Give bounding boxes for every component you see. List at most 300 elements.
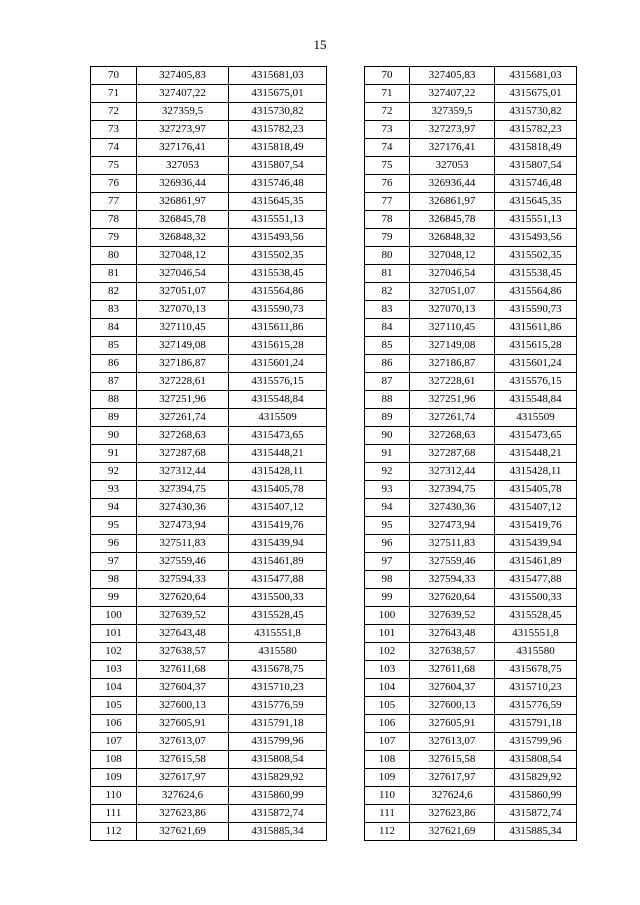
y-coordinate-cell: 4315791,18 [495,715,577,733]
x-coordinate-cell: 327405,83 [410,67,495,85]
table-row [91,787,327,805]
point-number-cell: 71 [91,85,137,103]
table-row [91,643,327,661]
point-number-cell: 99 [91,589,137,607]
y-coordinate-cell: 4315710,23 [229,679,327,697]
point-number-cell: 78 [365,211,410,229]
y-coordinate-cell: 4315548,84 [229,391,327,409]
y-coordinate-cell: 4315419,76 [495,517,577,535]
y-coordinate-cell: 4315782,23 [495,121,577,139]
x-coordinate-cell: 327624,6 [137,787,229,805]
x-coordinate-cell: 327559,46 [137,553,229,571]
x-coordinate-cell: 327394,75 [137,481,229,499]
y-coordinate-cell: 4315730,82 [495,103,577,121]
point-number-cell: 80 [91,247,137,265]
y-coordinate-cell: 4315448,21 [229,445,327,463]
point-number-cell: 109 [91,769,137,787]
table-row [365,121,577,139]
y-coordinate-cell: 4315551,13 [229,211,327,229]
y-coordinate-cell: 4315776,59 [495,697,577,715]
x-coordinate-cell: 326848,32 [410,229,495,247]
point-number-cell: 111 [365,805,410,823]
x-coordinate-cell: 327051,07 [137,283,229,301]
table-row [365,67,577,85]
table-row [365,643,577,661]
y-coordinate-cell: 4315551,8 [495,625,577,643]
point-number-cell: 101 [365,625,410,643]
x-coordinate-cell: 327605,91 [410,715,495,733]
y-coordinate-cell: 4315461,89 [229,553,327,571]
y-coordinate-cell: 4315678,75 [495,661,577,679]
y-coordinate-cell: 4315538,45 [229,265,327,283]
y-coordinate-cell: 4315799,96 [229,733,327,751]
table-row [91,283,327,301]
x-coordinate-cell: 327594,33 [137,571,229,589]
point-number-cell: 75 [365,157,410,175]
point-number-cell: 82 [365,283,410,301]
table-row [365,553,577,571]
table-row [365,787,577,805]
x-coordinate-cell: 327613,07 [137,733,229,751]
x-coordinate-cell: 327149,08 [137,337,229,355]
point-number-cell: 74 [365,139,410,157]
table-row [91,571,327,589]
point-number-cell: 93 [365,481,410,499]
x-coordinate-cell: 327186,87 [137,355,229,373]
y-coordinate-cell: 4315551,13 [495,211,577,229]
point-number-cell: 97 [91,553,137,571]
table-row [365,661,577,679]
table-row [91,391,327,409]
table-row [91,769,327,787]
table-row [91,337,327,355]
table-row [91,715,327,733]
y-coordinate-cell: 4315829,92 [229,769,327,787]
table-row [91,193,327,211]
y-coordinate-cell: 4315500,33 [229,589,327,607]
table-row [365,265,577,283]
table-row [365,103,577,121]
point-number-cell: 72 [91,103,137,121]
table-row [91,67,327,85]
x-coordinate-cell: 327638,57 [410,643,495,661]
y-coordinate-cell: 4315829,92 [495,769,577,787]
point-number-cell: 98 [365,571,410,589]
point-number-cell: 112 [365,823,410,841]
y-coordinate-cell: 4315528,45 [495,607,577,625]
x-coordinate-cell: 327407,22 [137,85,229,103]
point-number-cell: 77 [91,193,137,211]
x-coordinate-cell: 326861,97 [410,193,495,211]
point-number-cell: 85 [91,337,137,355]
point-number-cell: 100 [365,607,410,625]
x-coordinate-cell: 327053 [410,157,495,175]
y-coordinate-cell: 4315500,33 [495,589,577,607]
y-coordinate-cell: 4315405,78 [495,481,577,499]
x-coordinate-cell: 327611,68 [410,661,495,679]
point-number-cell: 87 [91,373,137,391]
y-coordinate-cell: 4315730,82 [229,103,327,121]
y-coordinate-cell: 4315782,23 [229,121,327,139]
point-number-cell: 102 [365,643,410,661]
table-row [91,355,327,373]
point-number-cell: 106 [91,715,137,733]
y-coordinate-cell: 4315407,12 [229,499,327,517]
y-coordinate-cell: 4315818,49 [495,139,577,157]
point-number-cell: 83 [365,301,410,319]
x-coordinate-cell: 327639,52 [137,607,229,625]
x-coordinate-cell: 327615,58 [137,751,229,769]
point-number-cell: 93 [91,481,137,499]
y-coordinate-cell: 4315675,01 [229,85,327,103]
table-row [91,805,327,823]
table-row [365,229,577,247]
table-row [91,301,327,319]
point-number-cell: 90 [91,427,137,445]
table-row [365,391,577,409]
point-number-cell: 99 [365,589,410,607]
table-row [91,157,327,175]
x-coordinate-cell: 327268,63 [137,427,229,445]
table-row [365,319,577,337]
table-row [91,85,327,103]
y-coordinate-cell: 4315776,59 [229,697,327,715]
x-coordinate-cell: 327430,36 [410,499,495,517]
table-row [365,175,577,193]
point-number-cell: 100 [91,607,137,625]
x-coordinate-cell: 327046,54 [137,265,229,283]
y-coordinate-cell: 4315564,86 [229,283,327,301]
x-coordinate-cell: 327643,48 [137,625,229,643]
point-number-cell: 111 [91,805,137,823]
x-coordinate-cell: 327611,68 [137,661,229,679]
table-row [365,211,577,229]
y-coordinate-cell: 4315818,49 [229,139,327,157]
y-coordinate-cell: 4315885,34 [495,823,577,841]
x-coordinate-cell: 327430,36 [137,499,229,517]
table-row [91,589,327,607]
table-row [91,553,327,571]
y-coordinate-cell: 4315611,86 [229,319,327,337]
y-coordinate-cell: 4315528,45 [229,607,327,625]
y-coordinate-cell: 4315872,74 [495,805,577,823]
y-coordinate-cell: 4315473,65 [495,427,577,445]
point-number-cell: 86 [91,355,137,373]
x-coordinate-cell: 327048,12 [410,247,495,265]
table-row [91,481,327,499]
point-number-cell: 94 [365,499,410,517]
y-coordinate-cell: 4315509 [495,409,577,427]
table-row [365,283,577,301]
point-number-cell: 87 [365,373,410,391]
table-row [91,751,327,769]
y-coordinate-cell: 4315509 [229,409,327,427]
table-row [365,247,577,265]
point-number-cell: 85 [365,337,410,355]
y-coordinate-cell: 4315601,24 [495,355,577,373]
y-coordinate-cell: 4315473,65 [229,427,327,445]
table-row [91,175,327,193]
y-coordinate-cell: 4315808,54 [495,751,577,769]
table-row [365,769,577,787]
table-row [91,427,327,445]
x-coordinate-cell: 327053 [137,157,229,175]
point-number-cell: 71 [365,85,410,103]
x-coordinate-cell: 327110,45 [137,319,229,337]
x-coordinate-cell: 327312,44 [137,463,229,481]
point-number-cell: 95 [365,517,410,535]
point-number-cell: 95 [91,517,137,535]
table-row [91,697,327,715]
point-number-cell: 73 [91,121,137,139]
table-row [91,499,327,517]
point-number-cell: 103 [91,661,137,679]
x-coordinate-cell: 326936,44 [410,175,495,193]
y-coordinate-cell: 4315590,73 [495,301,577,319]
coordinates-table-left [90,66,327,841]
point-number-cell: 107 [91,733,137,751]
x-coordinate-cell: 326848,32 [137,229,229,247]
y-coordinate-cell: 4315576,15 [495,373,577,391]
y-coordinate-cell: 4315807,54 [495,157,577,175]
x-coordinate-cell: 327359,5 [137,103,229,121]
point-number-cell: 81 [91,265,137,283]
y-coordinate-cell: 4315710,23 [495,679,577,697]
y-coordinate-cell: 4315564,86 [495,283,577,301]
point-number-cell: 83 [91,301,137,319]
point-number-cell: 110 [365,787,410,805]
x-coordinate-cell: 327359,5 [410,103,495,121]
table-row [365,355,577,373]
x-coordinate-cell: 327261,74 [137,409,229,427]
table-row [365,481,577,499]
x-coordinate-cell: 327251,96 [410,391,495,409]
y-coordinate-cell: 4315675,01 [495,85,577,103]
point-number-cell: 104 [91,679,137,697]
x-coordinate-cell: 327643,48 [410,625,495,643]
x-coordinate-cell: 327228,61 [137,373,229,391]
x-coordinate-cell: 327624,6 [410,787,495,805]
x-coordinate-cell: 327046,54 [410,265,495,283]
y-coordinate-cell: 4315407,12 [495,499,577,517]
y-coordinate-cell: 4315799,96 [495,733,577,751]
table-row [365,409,577,427]
x-coordinate-cell: 327251,96 [137,391,229,409]
x-coordinate-cell: 327268,63 [410,427,495,445]
point-number-cell: 108 [91,751,137,769]
x-coordinate-cell: 327615,58 [410,751,495,769]
x-coordinate-cell: 327228,61 [410,373,495,391]
y-coordinate-cell: 4315419,76 [229,517,327,535]
y-coordinate-cell: 4315611,86 [495,319,577,337]
point-number-cell: 70 [91,67,137,85]
point-number-cell: 112 [91,823,137,841]
x-coordinate-cell: 327617,97 [410,769,495,787]
x-coordinate-cell: 327620,64 [410,589,495,607]
point-number-cell: 75 [91,157,137,175]
x-coordinate-cell: 326861,97 [137,193,229,211]
table-row [365,445,577,463]
table-row [91,103,327,121]
point-number-cell: 84 [91,319,137,337]
x-coordinate-cell: 327623,86 [137,805,229,823]
x-coordinate-cell: 327511,83 [410,535,495,553]
table-row [91,229,327,247]
table-row [91,265,327,283]
x-coordinate-cell: 327623,86 [410,805,495,823]
table-row [365,823,577,841]
point-number-cell: 105 [365,697,410,715]
y-coordinate-cell: 4315548,84 [495,391,577,409]
y-coordinate-cell: 4315580 [229,643,327,661]
y-coordinate-cell: 4315405,78 [229,481,327,499]
point-number-cell: 79 [91,229,137,247]
point-number-cell: 79 [365,229,410,247]
y-coordinate-cell: 4315681,03 [495,67,577,85]
y-coordinate-cell: 4315645,35 [229,193,327,211]
x-coordinate-cell: 327605,91 [137,715,229,733]
point-number-cell: 108 [365,751,410,769]
x-coordinate-cell: 327273,97 [410,121,495,139]
point-number-cell: 86 [365,355,410,373]
x-coordinate-cell: 327287,68 [410,445,495,463]
x-coordinate-cell: 327604,37 [137,679,229,697]
table-row [365,427,577,445]
table-row [91,625,327,643]
table-row [91,679,327,697]
x-coordinate-cell: 327621,69 [410,823,495,841]
y-coordinate-cell: 4315493,56 [229,229,327,247]
y-coordinate-cell: 4315477,88 [495,571,577,589]
point-number-cell: 72 [365,103,410,121]
table-row [365,679,577,697]
table-row [365,337,577,355]
y-coordinate-cell: 4315551,8 [229,625,327,643]
y-coordinate-cell: 4315808,54 [229,751,327,769]
table-row [365,625,577,643]
y-coordinate-cell: 4315678,75 [229,661,327,679]
x-coordinate-cell: 326845,78 [410,211,495,229]
point-number-cell: 103 [365,661,410,679]
point-number-cell: 82 [91,283,137,301]
point-number-cell: 90 [365,427,410,445]
point-number-cell: 96 [365,535,410,553]
point-number-cell: 98 [91,571,137,589]
page-number: 15 [313,37,327,52]
x-coordinate-cell: 326845,78 [137,211,229,229]
point-number-cell: 91 [91,445,137,463]
y-coordinate-cell: 4315538,45 [495,265,577,283]
table-row [365,535,577,553]
y-coordinate-cell: 4315746,48 [495,175,577,193]
x-coordinate-cell: 327261,74 [410,409,495,427]
table-row [91,445,327,463]
table-row [365,715,577,733]
x-coordinate-cell: 327110,45 [410,319,495,337]
table-row [365,697,577,715]
y-coordinate-cell: 4315885,34 [229,823,327,841]
table-row [365,517,577,535]
point-number-cell: 106 [365,715,410,733]
x-coordinate-cell: 327559,46 [410,553,495,571]
table-row [365,463,577,481]
x-coordinate-cell: 327617,97 [137,769,229,787]
table-row [91,607,327,625]
point-number-cell: 91 [365,445,410,463]
x-coordinate-cell: 327405,83 [137,67,229,85]
point-number-cell: 96 [91,535,137,553]
table-row [91,373,327,391]
point-number-cell: 101 [91,625,137,643]
y-coordinate-cell: 4315461,89 [495,553,577,571]
x-coordinate-cell: 326936,44 [137,175,229,193]
x-coordinate-cell: 327070,13 [137,301,229,319]
point-number-cell: 78 [91,211,137,229]
x-coordinate-cell: 327394,75 [410,481,495,499]
x-coordinate-cell: 327473,94 [410,517,495,535]
x-coordinate-cell: 327638,57 [137,643,229,661]
y-coordinate-cell: 4315493,56 [495,229,577,247]
point-number-cell: 73 [365,121,410,139]
point-number-cell: 84 [365,319,410,337]
x-coordinate-cell: 327621,69 [137,823,229,841]
point-number-cell: 107 [365,733,410,751]
table-row [91,823,327,841]
y-coordinate-cell: 4315439,94 [229,535,327,553]
table-row [91,247,327,265]
x-coordinate-cell: 327070,13 [410,301,495,319]
x-coordinate-cell: 327600,13 [137,697,229,715]
point-number-cell: 110 [91,787,137,805]
point-number-cell: 97 [365,553,410,571]
y-coordinate-cell: 4315746,48 [229,175,327,193]
x-coordinate-cell: 327639,52 [410,607,495,625]
table-row [91,661,327,679]
table-row [365,499,577,517]
y-coordinate-cell: 4315590,73 [229,301,327,319]
y-coordinate-cell: 4315615,28 [495,337,577,355]
point-number-cell: 89 [91,409,137,427]
y-coordinate-cell: 4315601,24 [229,355,327,373]
table-row [91,463,327,481]
x-coordinate-cell: 327511,83 [137,535,229,553]
point-number-cell: 80 [365,247,410,265]
point-number-cell: 70 [365,67,410,85]
coordinates-table-right [364,66,577,841]
y-coordinate-cell: 4315872,74 [229,805,327,823]
table-row [365,85,577,103]
table-row [365,805,577,823]
y-coordinate-cell: 4315860,99 [495,787,577,805]
table-row [365,157,577,175]
table-row [365,571,577,589]
point-number-cell: 89 [365,409,410,427]
table-row [365,301,577,319]
point-number-cell: 88 [91,391,137,409]
point-number-cell: 109 [365,769,410,787]
point-number-cell: 74 [91,139,137,157]
point-number-cell: 94 [91,499,137,517]
y-coordinate-cell: 4315428,11 [495,463,577,481]
table-row [365,373,577,391]
x-coordinate-cell: 327273,97 [137,121,229,139]
point-number-cell: 88 [365,391,410,409]
point-number-cell: 105 [91,697,137,715]
point-number-cell: 76 [91,175,137,193]
point-number-cell: 76 [365,175,410,193]
point-number-cell: 77 [365,193,410,211]
y-coordinate-cell: 4315428,11 [229,463,327,481]
